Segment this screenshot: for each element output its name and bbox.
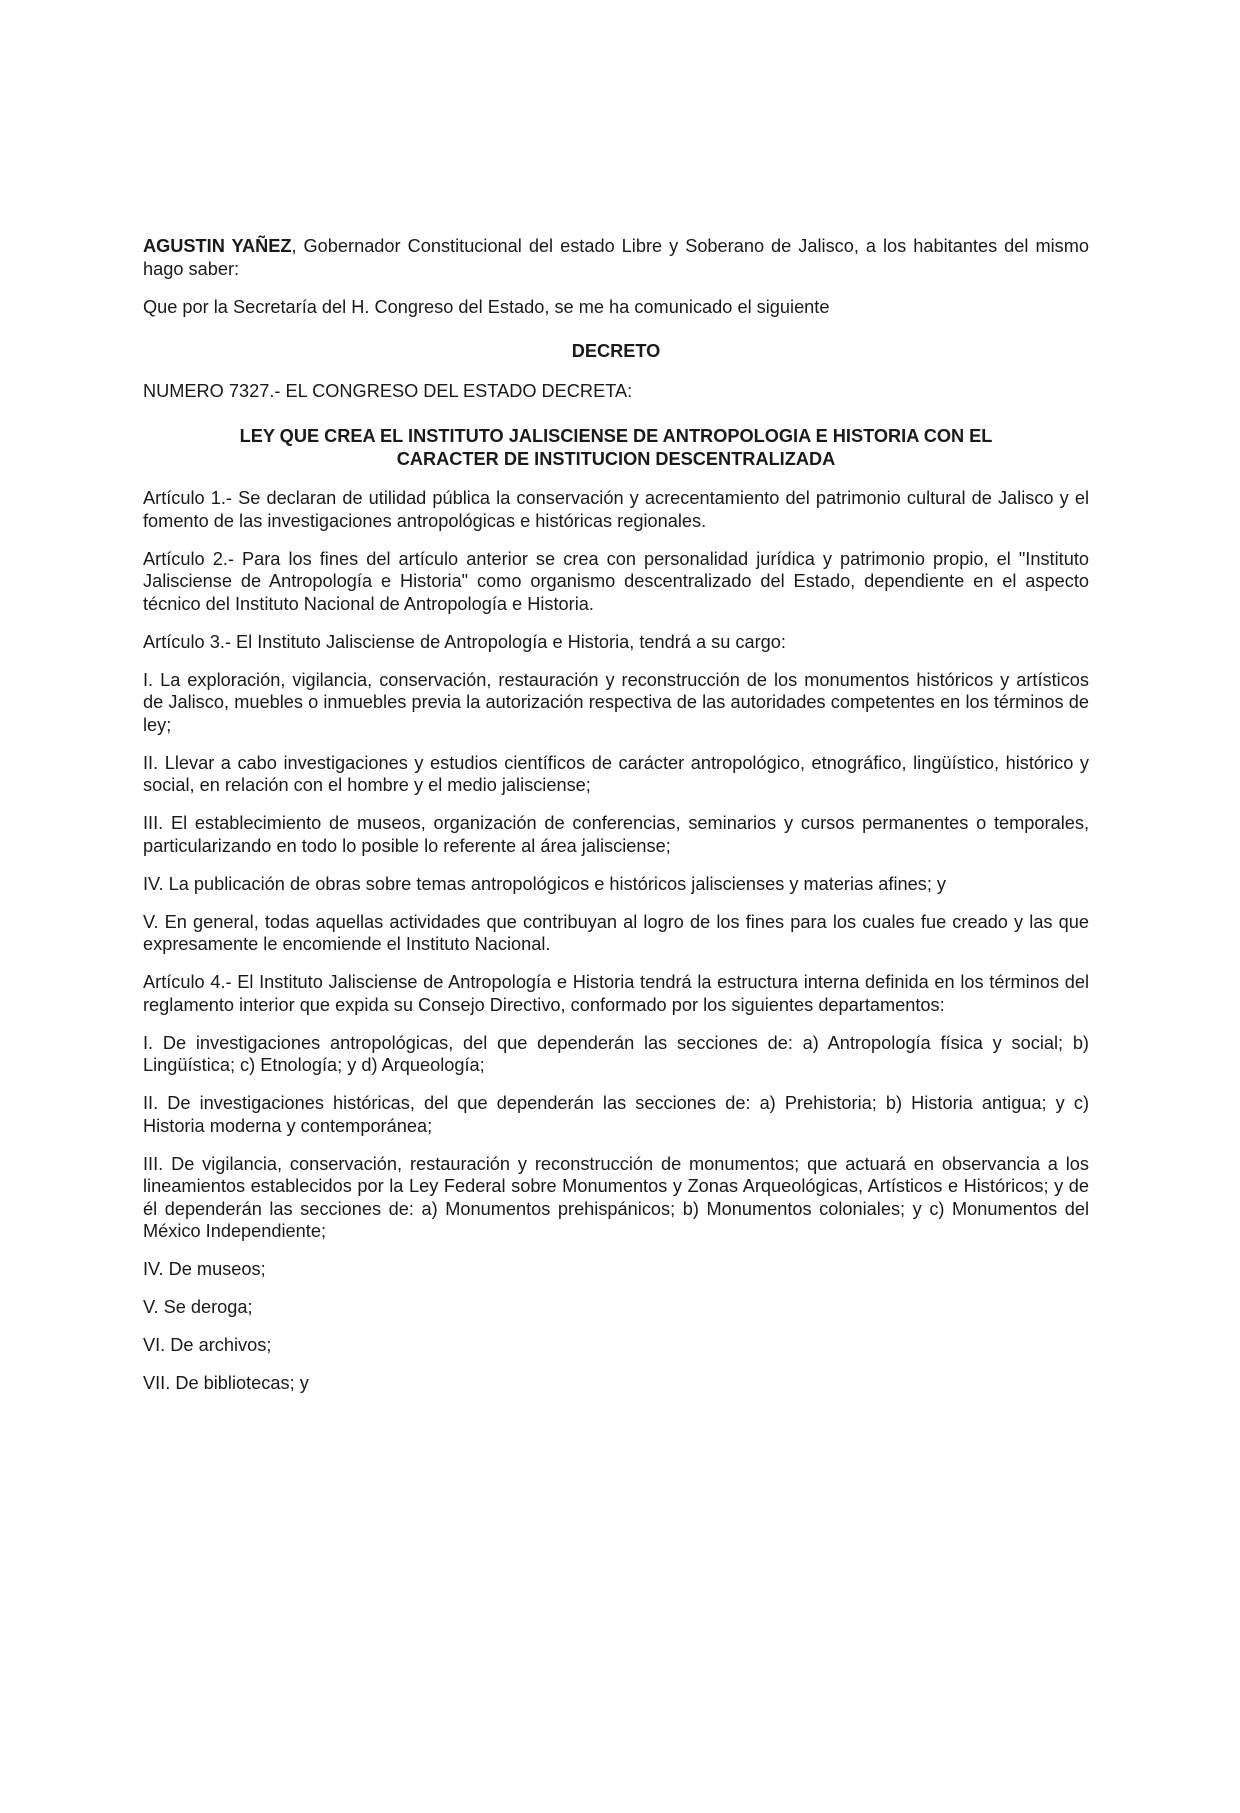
governor-name: AGUSTIN YAÑEZ <box>143 236 292 256</box>
article-3-fraction-5: V. En general, todas aquellas actividades que contribuyan al logro de los fines para los cuales fue creado y las que expresamente le encomiende el Instituto Nacional. <box>143 911 1089 954</box>
intro-text: , Gobernador Constitucional del estado Libre y Soberano de Jalisco, a los habitantes del mismo hago saber: <box>143 236 1089 279</box>
article-3-fraction-3: III. El establecimiento de museos, organización de conferencias, seminarios y cursos permanentes o temporales, particularizando en todo lo posible lo referente al área jalisciense; <box>143 813 1089 856</box>
article-4-fraction-6: VI. De archivos; <box>143 1335 272 1355</box>
communication-paragraph: Que por la Secretaría del H. Congreso del Estado, se me ha comunicado el siguiente <box>143 296 830 317</box>
article-4-fraction-4: IV. De museos; <box>143 1259 266 1279</box>
article-3-fraction-2: II. Llevar a cabo investigaciones y estudios científicos de carácter antropológico, etnográfico, lingüístico, histórico y social, en relación con el hombre y el medio jalisciense; <box>143 752 1089 795</box>
article-3-fraction-4: IV. La publicación de obras sobre temas antropológicos e históricos jaliscienses y materias afines; y <box>143 873 947 894</box>
intro-paragraph <box>143 235 1089 280</box>
decree-number: NUMERO 7327.- EL CONGRESO DEL ESTADO DECRETA: <box>143 380 633 401</box>
law-title <box>143 425 1089 470</box>
article-3-fraction-1: I. La exploración, vigilancia, conservación, restauración y reconstrucción de los monumentos históricos y artísticos de Jalisco, muebles o inmuebles previa la autorización respectiva de las autoridades competentes en los términos de ley; <box>143 669 1089 735</box>
document-body <box>143 235 1089 1410</box>
article-4: Artículo 4.- El Instituto Jalisciense de Antropología e Historia tendrá la estructura interna definida en los términos del reglamento interior que expida su Consejo Directivo, conformado por los siguientes departamentos: <box>143 972 1089 1015</box>
article-4-fraction-7: VII. De bibliotecas; y <box>143 1373 309 1393</box>
article-2: Artículo 2.- Para los fines del artículo anterior se crea con personalidad jurídica y patrimonio propio, el "Instituto Jalisciense de Antropología e Historia" como organismo descentralizado del Estado, dependiente en el aspecto técnico del Instituto Nacional de Antropología e Historia. <box>143 548 1089 614</box>
decree-heading: DECRETO <box>571 341 661 361</box>
article-1: Artículo 1.- Se declaran de utilidad pública la conservación y acrecentamiento del patrimonio cultural de Jalisco y el fomento de las investigaciones antropológicas e históricas regionales. <box>143 488 1089 531</box>
law-title-line-1: LEY QUE CREA EL INSTITUTO JALISCIENSE DE ANTROPOLOGIA E HISTORIA CON EL <box>239 426 993 446</box>
article-4-fraction-1: I. De investigaciones antropológicas, del que dependerán las secciones de: a) Antropología física y social; b) Lingüística; c) Etnología; y d) Arqueología; <box>143 1032 1089 1075</box>
article-3: Artículo 3.- El Instituto Jalisciense de Antropología e Historia, tendrá a su cargo: <box>143 631 786 652</box>
law-title-line-2: CARACTER DE INSTITUCION DESCENTRALIZADA <box>396 448 836 469</box>
article-4-fraction-3: III. De vigilancia, conservación, restauración y reconstrucción de monumentos; que actuará en observancia a los lineamientos establecidos por la Ley Federal sobre Monumentos y Zonas Arqueológicas, Artísticos e Históricos; y de él dependerán las secciones de: a) Monumentos prehispánicos; b) Monumentos coloniales; y c) Monumentos del México Independiente; <box>143 1153 1089 1241</box>
article-4-fraction-5: V. Se deroga; <box>143 1297 253 1317</box>
article-4-fraction-2: II. De investigaciones históricas, del que dependerán las secciones de: a) Prehistoria; b) Historia antigua; y c) Historia moderna y contemporánea; <box>143 1093 1089 1136</box>
